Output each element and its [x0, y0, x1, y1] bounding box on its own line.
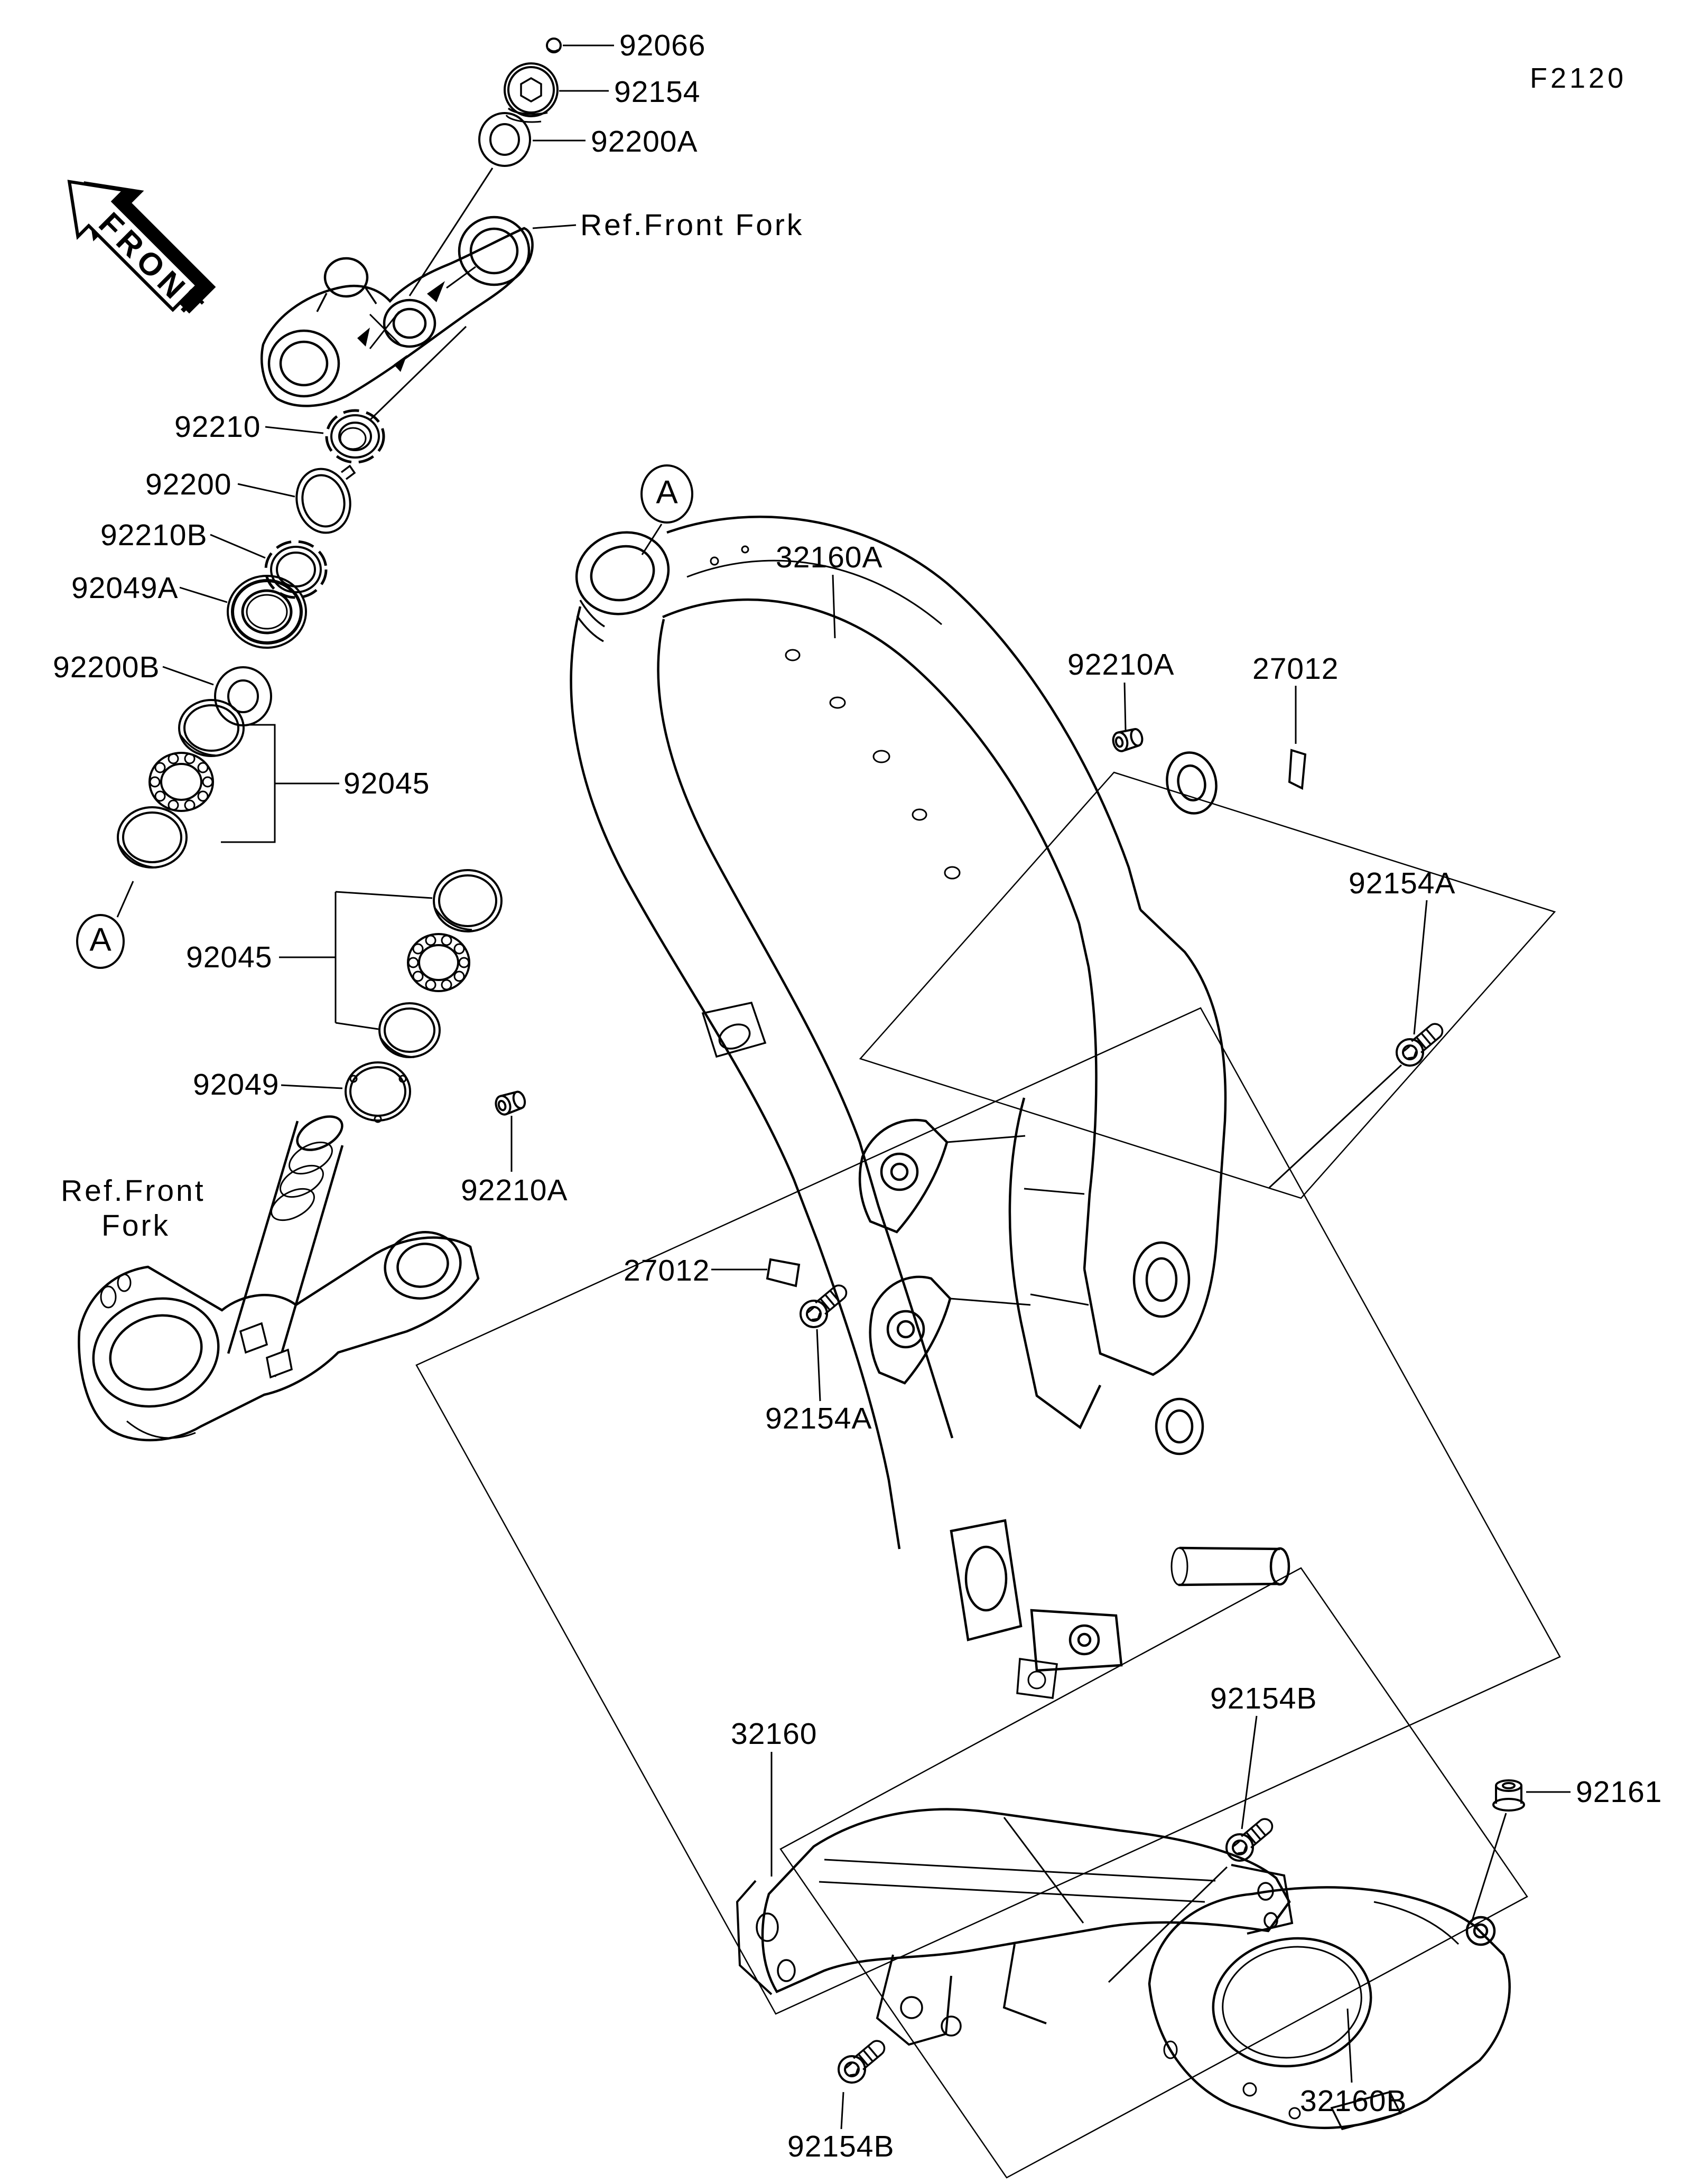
- part-label-32160A: 32160A: [776, 540, 883, 574]
- seal-92049: [346, 1062, 410, 1122]
- ref-label-front-line1: Ref.Front: [61, 1174, 206, 1208]
- detail-marker-a-left: A: [89, 921, 112, 958]
- part-label-92154B-bottom: 92154B: [787, 2130, 895, 2163]
- front-arrow: [46, 151, 231, 337]
- part-label-27012-left: 27012: [624, 1254, 710, 1287]
- washer-92200B: [215, 667, 271, 725]
- part-label-92049A: 92049A: [71, 571, 179, 605]
- seal-92049A: [228, 576, 306, 648]
- part-label-32160: 32160: [731, 1717, 817, 1751]
- main-frame-drawing: [566, 517, 1289, 1698]
- bolt-92154B-top: [1221, 1812, 1279, 1866]
- part-label-92200: 92200: [145, 468, 232, 501]
- part-label-92049: 92049: [193, 1068, 280, 1102]
- part-label-92154A-bottom: 92154A: [765, 1402, 872, 1435]
- diagram-code: F2120: [1530, 62, 1627, 94]
- part-label-92210A-left: 92210A: [461, 1173, 568, 1207]
- ring-nut-92210: [327, 410, 384, 462]
- lower-triple-clamp: [79, 1109, 478, 1440]
- leader-lines: [117, 45, 1571, 2129]
- fasteners: [494, 727, 1524, 2088]
- bearing-set-lower-92045: [379, 870, 501, 1057]
- part-label-27012-right: 27012: [1252, 652, 1339, 686]
- steel-ball-92066: [547, 39, 561, 52]
- ref-label-front-line2: Fork: [101, 1209, 170, 1243]
- detail-marker-a-top: A: [656, 474, 678, 511]
- bolt-92154B-bottom: [833, 2033, 891, 2088]
- stem-head-parts: [479, 39, 561, 166]
- part-label-92210: 92210: [174, 410, 261, 444]
- upper-triple-clamp: [262, 217, 532, 406]
- plate-27012-right: [1289, 750, 1305, 788]
- bolt-92154A-bottom: [795, 1278, 853, 1332]
- part-label-92066: 92066: [619, 29, 706, 62]
- part-label-92154A-right: 92154A: [1349, 866, 1456, 900]
- washer-92200A: [479, 113, 530, 166]
- part-label-92200A: 92200A: [591, 125, 698, 158]
- part-label-92210A-right: 92210A: [1067, 648, 1175, 682]
- bolt-92210A-right: [1111, 727, 1144, 753]
- part-label-92154: 92154: [614, 75, 701, 109]
- part-label-32160B: 32160B: [1300, 2084, 1407, 2118]
- part-label-92210B: 92210B: [100, 518, 208, 552]
- projection-planes: [416, 772, 1560, 2178]
- tab-washer-92200: [290, 463, 357, 539]
- part-label-92154B-top: 92154B: [1210, 1682, 1317, 1715]
- bolt-92210A-left: [494, 1089, 527, 1116]
- part-label-92161: 92161: [1576, 1775, 1662, 1809]
- part-label-92200B: 92200B: [53, 650, 160, 684]
- part-label-92045-lower: 92045: [186, 940, 273, 974]
- ref-label-front-fork-top: Ref.Front Fork: [580, 208, 804, 242]
- front-arrow-label: FRONT: [92, 206, 213, 326]
- subframe-front-32160: [737, 1809, 1292, 2045]
- damper-92161: [1493, 1780, 1524, 1810]
- plate-27012-left: [767, 1259, 799, 1286]
- part-label-92045-upper: 92045: [343, 767, 430, 800]
